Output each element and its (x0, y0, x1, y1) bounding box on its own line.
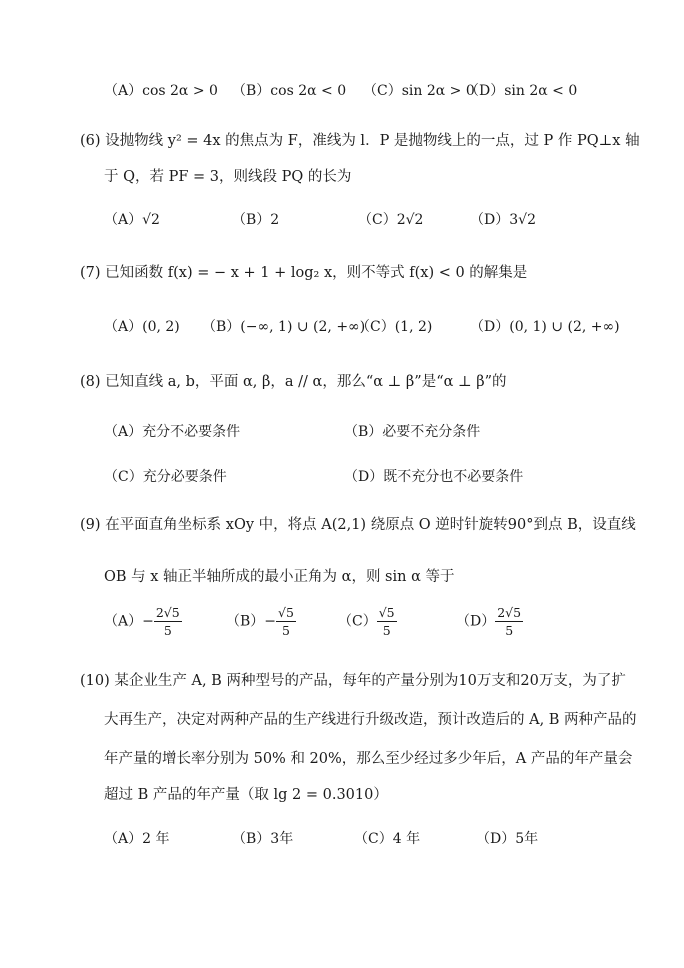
q9-line-2: OB 与 x 轴正半轴所成的最小正角为 α，则 sin α 等于 (104, 569, 455, 585)
q10-option-b: （B）3年 (232, 831, 294, 847)
q7-option-d: （D）(0, 1) ∪ (2, +∞) (470, 319, 620, 335)
q5-option-b: （B）cos 2α < 0 (232, 83, 347, 99)
q10-line-4: 超过 B 产品的年产量（取 lg 2 = 0.3010） (104, 787, 388, 803)
q7-stem: (7) 已知函数 f(x) = − x + 1 + log₂ x，则不等式 f(x) < 0 的解集是 (80, 265, 528, 281)
fraction: $\frac{2√5}{5}$ (497, 605, 522, 638)
q10-option-a: （A）2 年 (104, 831, 170, 847)
q7-option-b: （B）(−∞, 1) ∪ (2, +∞) (202, 319, 366, 335)
q6-line-1: (6) 设抛物线 y² = 4x 的焦点为 F，准线为 l．P 是抛物线上的一点，过 P 作 PQ⊥x 轴 (80, 133, 640, 149)
q8-number: (8) (80, 374, 101, 390)
q6-line-2: 于 Q，若 PF = 3，则线段 PQ 的长为 (104, 169, 352, 185)
q8-stem: (8) 已知直线 a, b，平面 α, β，a // α，那么“α ⊥ β”是“α ⊥ β”的 (80, 374, 507, 390)
q10-line-1: (10) 某企业生产 A, B 两种型号的产品，每年的产量分别为10万支和20万支，为了扩 (80, 673, 626, 689)
q10-number: (10) (80, 673, 110, 689)
q9-option-c: （C） $\frac{√5}{5}$ (338, 605, 395, 638)
q7-option-c: （C）(1, 2) (356, 319, 433, 335)
q8-option-b: （B）必要不充分条件 (344, 424, 481, 440)
fraction: $\frac{√5}{5}$ (278, 605, 294, 638)
q9-option-d: （D） $\frac{2√5}{5}$ (456, 605, 522, 638)
fraction: $\frac{√5}{5}$ (378, 605, 395, 638)
q6-number: (6) (80, 133, 101, 149)
q7-option-a: （A）(0, 2) (104, 319, 180, 335)
q9-option-a: （A）− $\frac{2√5}{5}$ (104, 605, 180, 638)
q6-option-d: （D）3√2 (470, 212, 536, 228)
q7-number: (7) (80, 265, 101, 281)
q6-option-c: （C）2√2 (358, 212, 424, 228)
q10-option-c: （C）4 年 (354, 831, 421, 847)
q5-option-c: （C）sin 2α > 0 (363, 83, 475, 99)
q6-option-a: （A）√2 (104, 212, 160, 228)
q9-line-1: (9) 在平面直角坐标系 xOy 中，将点 A(2,1) 绕原点 O 逆时针旋转90°到点 B，设直线 (80, 517, 636, 533)
q8-option-a: （A）充分不必要条件 (104, 424, 241, 440)
q5-option-a: （A）cos 2α > 0 (104, 83, 218, 99)
q6-option-b: （B）2 (232, 212, 280, 228)
q8-option-c: （C）充分必要条件 (104, 469, 227, 485)
q10-line-2: 大再生产，决定对两种产品的生产线进行升级改造，预计改造后的 A, B 两种产品的 (104, 712, 637, 728)
q5-option-d: （D）sin 2α < 0 (465, 83, 578, 99)
q9-option-b: （B）− $\frac{√5}{5}$ (226, 605, 294, 638)
q9-number: (9) (80, 517, 101, 533)
q10-line-3: 年产量的增长率分别为 50% 和 20%，那么至少经过多少年后，A 产品的年产量会 (104, 751, 633, 767)
fraction: $\frac{2√5}{5}$ (155, 605, 180, 638)
q10-option-d: （D）5年 (476, 831, 539, 847)
q8-option-d: （D）既不充分也不必要条件 (344, 469, 524, 485)
